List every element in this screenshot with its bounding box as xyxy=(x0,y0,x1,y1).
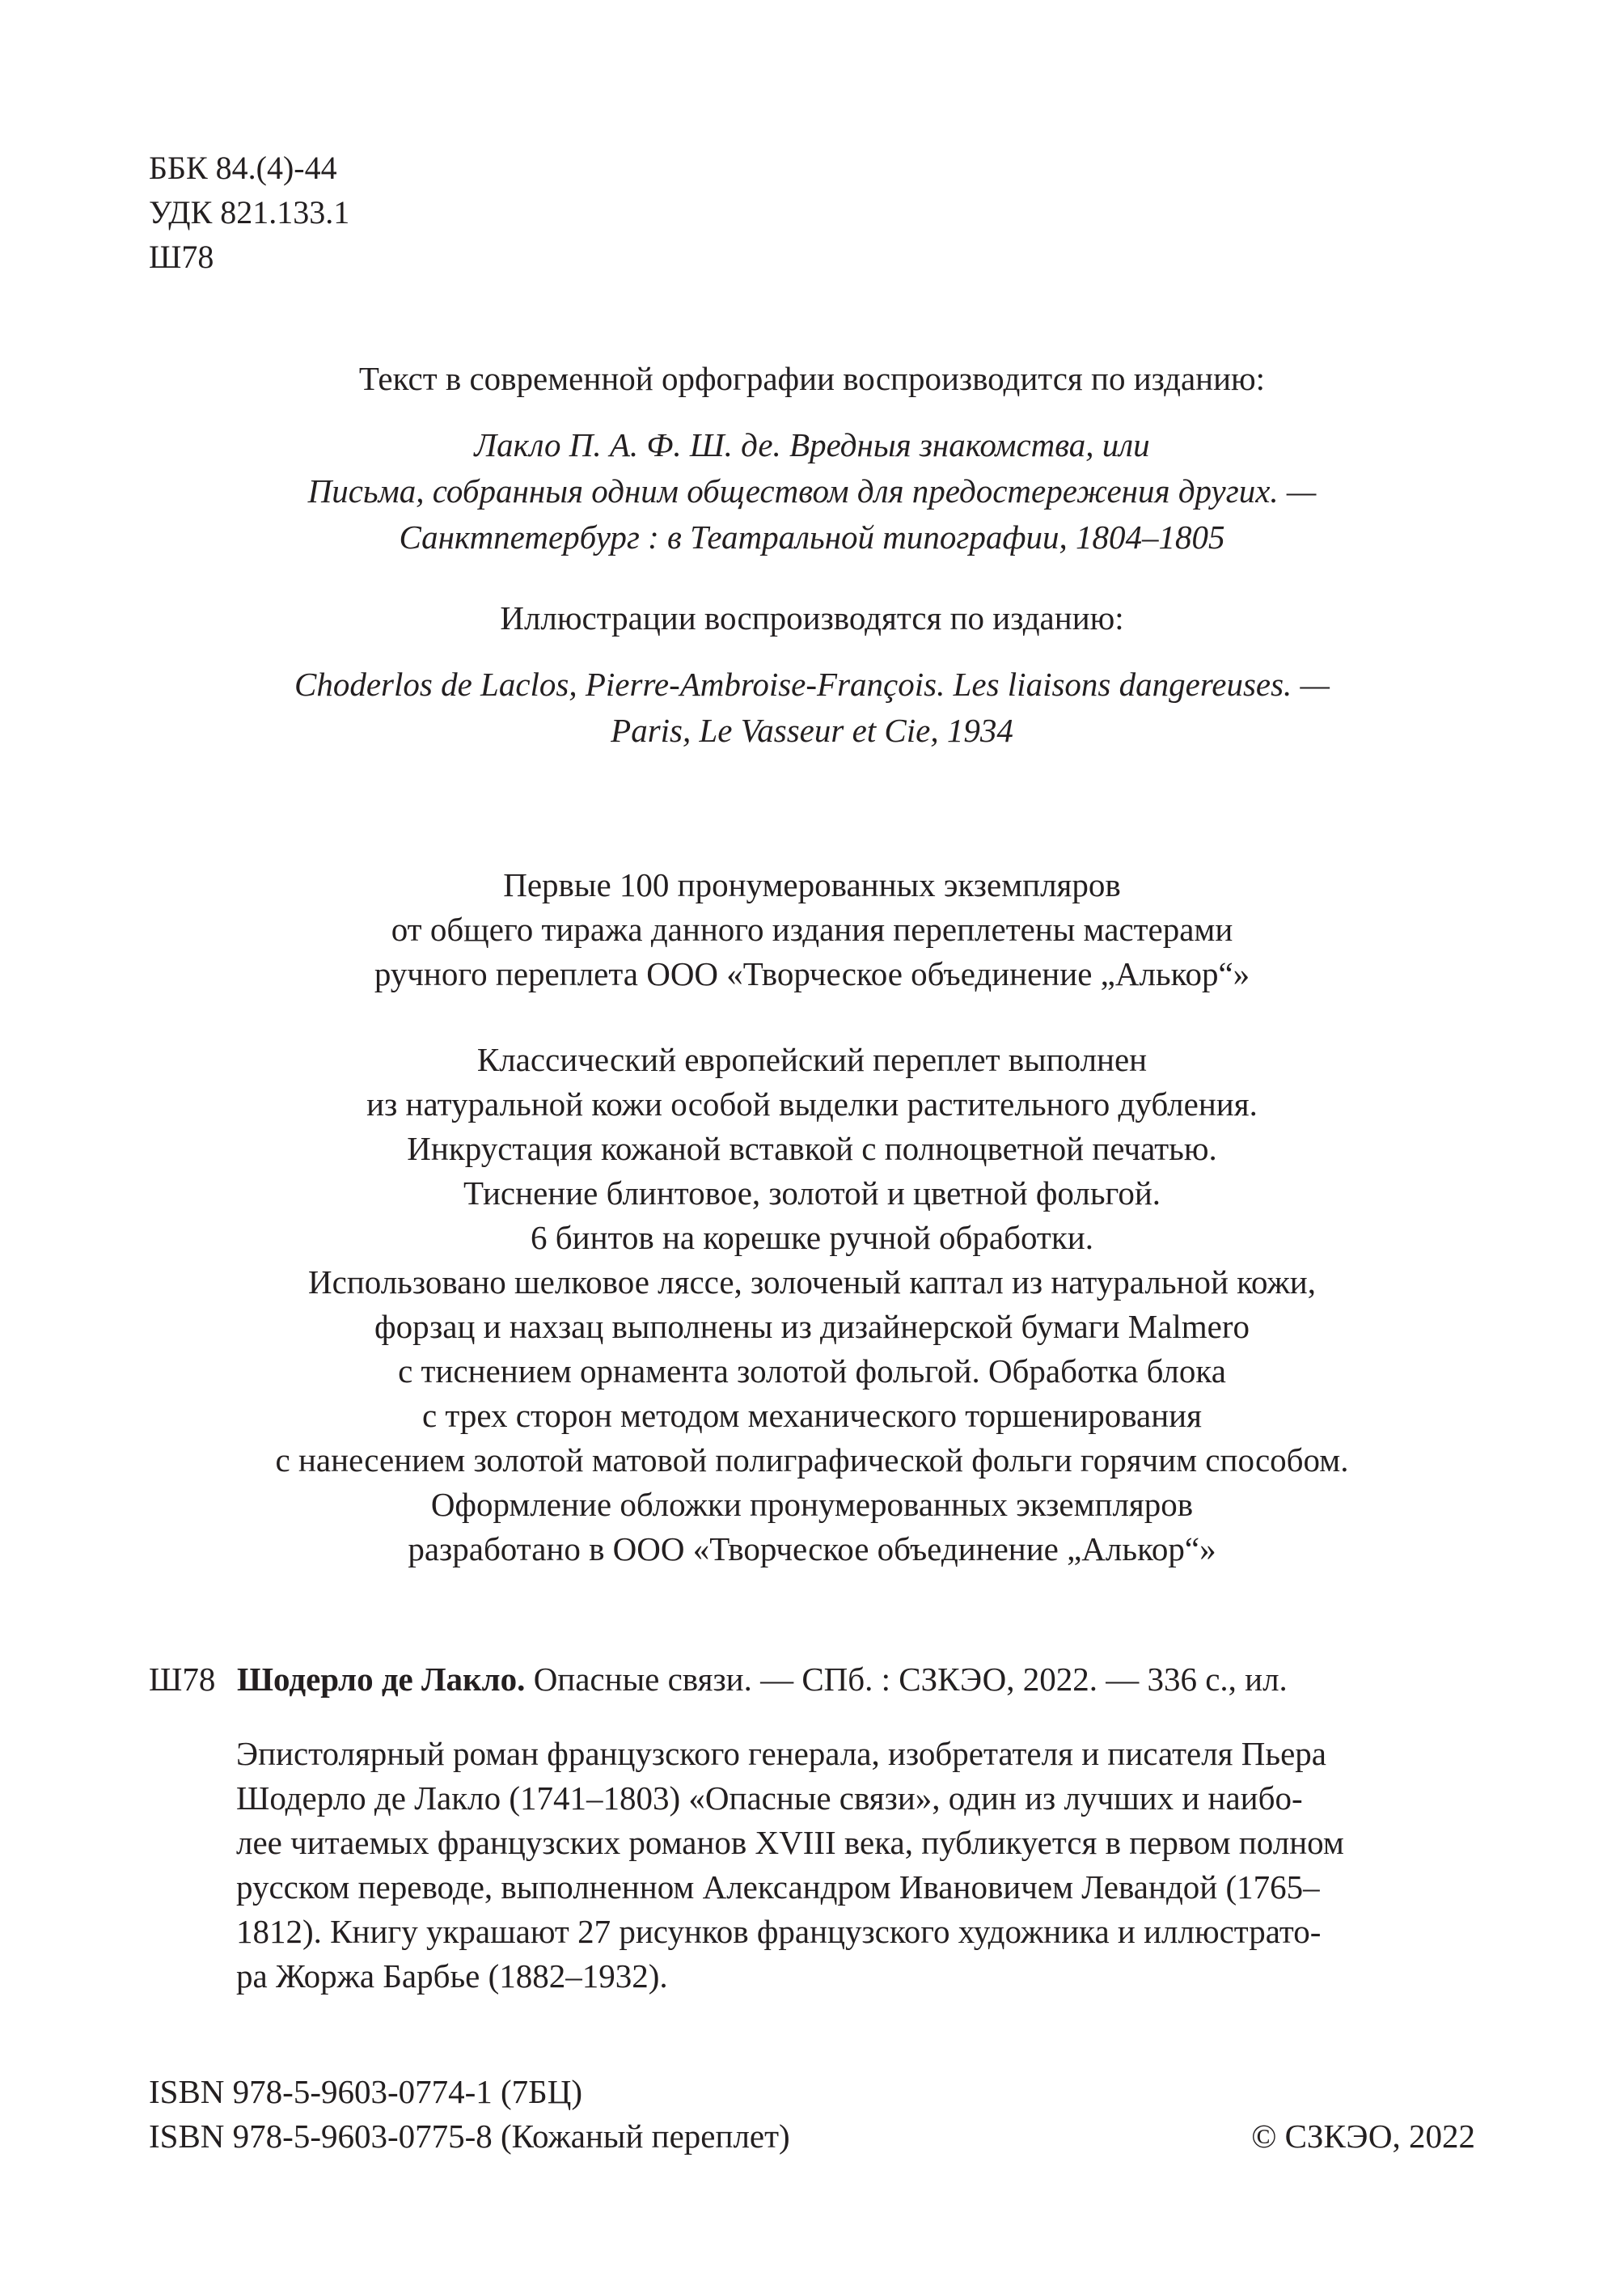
source-text-citation-line: Санктпетербург : в Театральной типографии, 1804–1805 xyxy=(399,518,1225,556)
entry-title-imprint: Опасные связи. — СПб. : СЗКЭО, 2022. — 336 с., ил. xyxy=(525,1661,1288,1698)
binding-line: Классический европейский переплет выполнен xyxy=(476,1041,1148,1078)
binding-line: с нанесением золотой матовой полиграфической фольги горячим способом. xyxy=(275,1441,1349,1479)
annotation-line: Шодерло де Лакло (1741–1803) «Опасные связи», один из лучших и наибо- xyxy=(236,1779,1303,1817)
bbk-code: ББК 84.(4)-44 xyxy=(149,150,337,186)
annotation-line: Эпистолярный роман французского генерала, изобретателя и писателя Пьера xyxy=(236,1735,1326,1772)
entry-text xyxy=(237,1660,1288,1699)
binding-line: с тиснением орнамента золотой фольгой. Обработка блока xyxy=(398,1352,1226,1390)
source-illustrations-citation-line: Choderlos de Laclos, Pierre-Ambroise-François. Les liaisons dangereuses. — xyxy=(294,666,1330,703)
numbered-copies-line: от общего тиража данного издания переплетены мастерами xyxy=(391,911,1233,948)
binding-line: разработано в ООО «Творческое объединение „Алькор“» xyxy=(408,1530,1216,1567)
author-mark: Ш78 xyxy=(149,239,214,275)
isbn-line: ISBN 978-5-9603-0775-8 (Кожаный переплет) xyxy=(149,2117,790,2155)
source-illustrations-citation-line: Paris, Le Vasseur et Cie, 1934 xyxy=(611,712,1013,749)
binding-line: из натуральной кожи особой выделки растительного дубления. xyxy=(366,1085,1258,1123)
source-text-citation-line: Лакло П. А. Ф. Ш. де. Вредныя знакомства, или xyxy=(474,426,1150,463)
isbn-line: ISBN 978-5-9603-0774-1 (7БЦ) xyxy=(149,2073,582,2110)
binding-line: Оформление обложки пронумерованных экземпляров xyxy=(430,1486,1194,1523)
entry-code: Ш78 xyxy=(149,1661,216,1698)
annotation-line: лее читаемых французских романов XVIII века, публикуется в первом полном xyxy=(236,1824,1344,1861)
source-text-citation-line: Письма, собранныя одним обществом для предостережения других. — xyxy=(307,472,1317,510)
numbered-copies-line: Первые 100 пронумерованных экземпляров xyxy=(503,866,1121,903)
annotation-line: русском переводе, выполненном Александром Ивановичем Левандой (1765– xyxy=(236,1868,1320,1906)
numbered-copies-line: ручного переплета ООО «Творческое объединение „Алькор“» xyxy=(374,955,1250,992)
source-text-intro: Текст в современной орфографии воспроизводится по изданию: xyxy=(358,360,1266,397)
binding-line: Тиснение блинтовое, золотой и цветной фольгой. xyxy=(463,1174,1161,1212)
binding-line: Инкрустация кожаной вставкой с полноцветной печатью. xyxy=(407,1130,1217,1167)
binding-line: 6 бинтов на корешке ручной обработки. xyxy=(531,1219,1093,1256)
annotation-line: 1812). Книгу украшают 27 рисунков французского художника и иллюстрато- xyxy=(236,1913,1322,1950)
binding-line: Использовано шелковое ляссе, золоченый каптал из натуральной кожи, xyxy=(308,1263,1316,1301)
binding-line: с трех сторон методом механического торшенирования xyxy=(421,1397,1202,1434)
copyright-notice: © СЗКЭО, 2022 xyxy=(1251,2117,1475,2155)
source-illustrations-intro: Иллюстрации воспроизводятся по изданию: xyxy=(500,599,1124,637)
entry-author: Шодерло де Лакло. xyxy=(237,1661,526,1698)
udk-code: УДК 821.133.1 xyxy=(149,194,350,231)
binding-line: форзац и нахзац выполнены из дизайнерской бумаги Malmero xyxy=(374,1308,1250,1345)
annotation-line: ра Жоржа Барбье (1882–1932). xyxy=(236,1957,668,1995)
